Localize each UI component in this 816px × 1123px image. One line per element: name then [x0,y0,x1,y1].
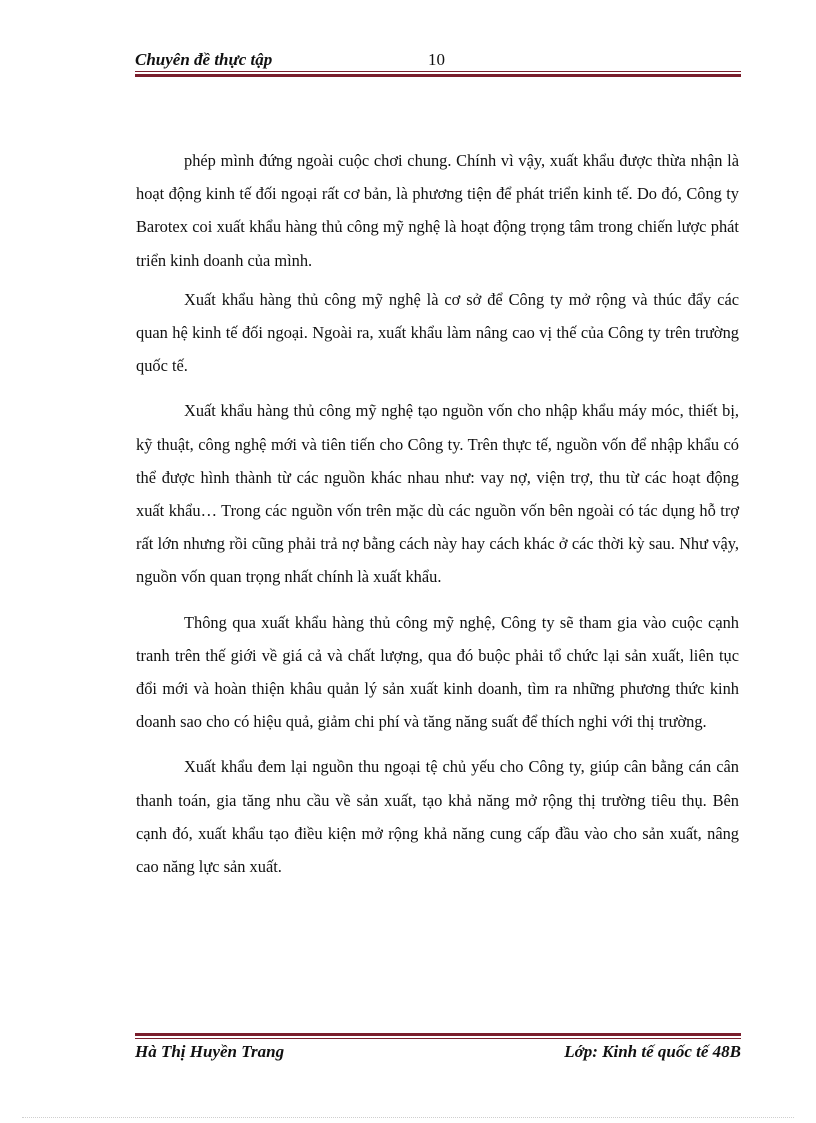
paragraph: phép mình đứng ngoài cuộc chơi chung. Chính vì vậy, xuất khẩu được thừa nhận là hoạt động kinh tế đối ngoại rất cơ bản, là phương tiện để phát triển kinh tế. Do đó, Công ty Barotex coi xuất khẩu hàng thủ công mỹ nghệ là hoạt động trọng tâm trong chiến lược phát triển kinh doanh của mình. [136,151,739,270]
page-footer [135,1042,741,1066]
paragraph: Xuất khẩu hàng thủ công mỹ nghệ là cơ sở để Công ty mở rộng và thúc đẩy các quan hệ kinh tế đối ngoại. Ngoài ra, xuất khẩu làm nâng cao vị thế của Công ty trên trường quốc tế. [136,289,739,376]
footer-author: Hà Thị Huyền Trang [135,1042,285,1061]
page-edge-divider [22,1117,794,1118]
paragraph: Xuất khẩu đem lại nguồn thu ngoại tệ chủ yếu cho Công ty, giúp cân bằng cán cân thanh toán, gia tăng nhu cầu về sản xuất, tạo khả năng mở rộng thị trường tiêu thụ. Bên cạnh đó, xuất khẩu tạo điều kiện mở rộng khả năng cung cấp đầu vào cho sản xuất, nâng cao năng lực sản xuất. [136,757,739,877]
header-rule-thin [135,71,741,72]
paragraph: Thông qua xuất khẩu hàng thủ công mỹ nghệ, Công ty sẽ tham gia vào cuộc cạnh tranh trên thế giới về giá cả và chất lượng, qua đó buộc phải tổ chức lại sản xuất, liên tục đổi mới và hoàn thiện khâu quản lý sản xuất kinh doanh, tìm ra những phương thức kinh doanh sao cho có hiệu quả, giảm chi phí và tăng năng suất để thích nghi với thị trường. [136,612,739,732]
footer-class: Lớp: Kinh tế quốc tế 48B [564,1042,741,1061]
document-body [136,144,739,883]
header-rule-thick [135,74,741,77]
footer-rule-thin [135,1038,741,1039]
page-header [135,48,741,72]
footer-rule-thick [135,1033,741,1036]
header-title: Chuyên đề thực tập [135,50,273,69]
paragraph: Xuất khẩu hàng thủ công mỹ nghệ tạo nguồn vốn cho nhập khẩu máy móc, thiết bị, kỹ thuật, công nghệ mới và tiên tiến cho Công ty. Trên thực tế, nguồn vốn để nhập khẩu có thể được hình thành từ các nguồn khác nhau như: vay nợ, viện trợ, thu từ các hoạt động xuất khẩu… Trong các nguồn vốn trên mặc dù các nguồn vốn bên ngoài có tác dụng hỗ trợ rất lớn nhưng rồi cũng phải trả nợ bằng cách này hay cách khác ở các thời kỳ sau. Như vậy, nguồn vốn quan trọng nhất chính là xuất khẩu. [136,401,739,587]
page-number: 10 [428,50,445,69]
